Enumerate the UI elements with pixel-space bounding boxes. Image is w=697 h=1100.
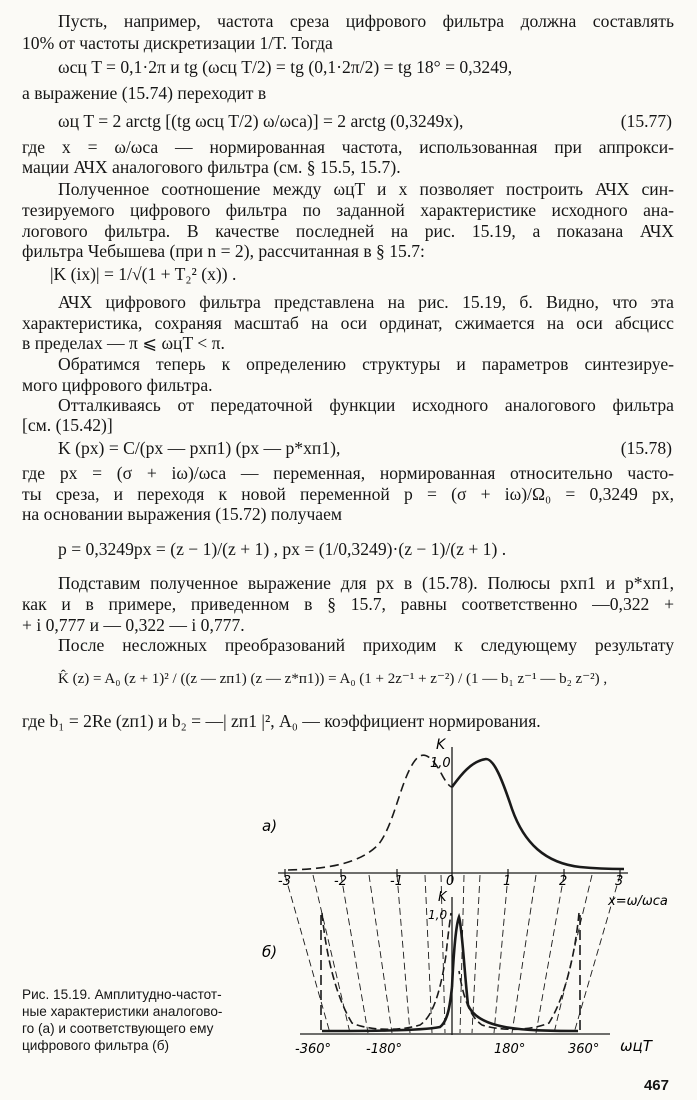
paragraph-line: где x = ω/ωса — нормированная частота, использованная при аппрокси- — [22, 137, 674, 157]
equation-number: (15.78) — [620, 438, 672, 458]
paragraph-line: Пусть, например, частота среза цифрового фильтра должна составлять — [58, 11, 674, 31]
paragraph-line: мации АЧХ аналогового фильтра (см. § 15.5, 15.7). — [22, 157, 401, 177]
paragraph-line: 10% от частоты дискретизации 1/T. Тогда — [22, 33, 333, 53]
paragraph-line: Подставим полученное выражение для px в (15.78). Полюсы pxп1 и p*xп1, — [58, 573, 674, 593]
x-axis-label: x=ω/ωса — [608, 894, 668, 909]
paragraph-line: как и в примере, приведенном в § 15.7, равны соответственно —0,322 + — [22, 594, 674, 614]
paragraph-line: мого цифрового фильтра. — [22, 375, 213, 395]
paragraph-line: Отталкиваясь от передаточной функции исходного аналогового фильтра — [58, 395, 674, 415]
formula-p-substitution: p = 0,3249px = (z − 1)/(z + 1) , px = (1/0,3249)·(z − 1)/(z + 1) . — [58, 539, 507, 559]
analog-afc-dashed — [288, 755, 452, 870]
analog-afc-solid — [452, 759, 624, 869]
paragraph-line: АЧХ цифрового фильтра представлена на рис. 15.19, б. Видно, что эта — [58, 292, 674, 312]
k-tick-top: 1,0 — [430, 756, 451, 771]
label-b: б) — [262, 943, 278, 961]
paragraph-line: в пределах — π ⩽ ωцT < π. — [22, 333, 225, 353]
svg-text:2: 2 — [559, 874, 568, 889]
paragraph-line: а выражение (15.74) переходит в — [22, 83, 267, 103]
paragraph-line: + i 0,777 и — 0,322 — i 0,777. — [22, 615, 245, 635]
phase-tick-labels — [295, 1042, 599, 1057]
svg-text:3: 3 — [615, 874, 624, 889]
k-tick-bottom: 1,0 — [428, 908, 448, 922]
paragraph-line: логового фильтра. В качестве последней на рис. 15.19, а показана АЧХ — [22, 221, 674, 241]
formula-15-77: ωц T = 2 arctg [(tg ωсц T/2) ω/ωса)] = 2 arctg (0,3249x), — [58, 111, 464, 131]
svg-text:-2: -2 — [334, 874, 347, 889]
formula-cutoff: ωсц T = 0,1·2π и tg (ωсц T/2) = tg (0,1·2π/2) = tg 18° = 0,3249, — [58, 57, 513, 77]
digital-afc-dashed-left — [322, 913, 451, 1029]
paragraph-line: [см. (15.42)] — [22, 415, 113, 435]
digital-afc-solid — [452, 917, 578, 1031]
x-tick-labels — [278, 874, 623, 889]
svg-text:-360°: -360° — [295, 1042, 332, 1057]
label-a: а) — [262, 817, 278, 835]
svg-text:-180°: -180° — [366, 1042, 403, 1057]
svg-text:180°: 180° — [494, 1042, 526, 1057]
page-number: 467 — [643, 1077, 669, 1094]
equation-number: (15.77) — [620, 111, 672, 131]
paragraph-line: Обратимся теперь к определению структуры и параметров синтезируе- — [58, 354, 674, 374]
svg-text:360°: 360° — [568, 1042, 600, 1057]
formula-15-78: K (px) = C/(px — pxп1) (px — p*xп1), — [58, 438, 341, 458]
svg-text:-1: -1 — [390, 874, 403, 889]
figure-caption: Рис. 15.19. Амплитудно-частот- ные характеристики аналогово- го (а) и соответствующего ему цифрового фильтра (б) — [22, 987, 223, 1053]
k-label-bottom: K — [438, 890, 447, 905]
paragraph-line: тезируемого цифрового фильтра по заданной характеристике исходного ана- — [22, 200, 674, 220]
paragraph-line: характеристика, сохраняя масштаб на оси ординат, сжимается на оси абсцисс — [22, 313, 674, 333]
paragraph-line: ты среза, и переходя к новой переменной p = (σ + iω)/Ω₀ = 0,3249 px, — [22, 484, 674, 504]
paragraph-line: на основании выражения (15.72) получаем — [22, 504, 343, 524]
phase-axis-label: ωцT — [620, 1037, 652, 1055]
paragraph-line: Полученное соотношение между ωцT и x позволяет построить АЧХ син- — [58, 179, 674, 199]
paragraph-line: фильтра Чебышева (при n = 2), рассчитанная в § 15.7: — [22, 241, 425, 261]
svg-text:0: 0 — [446, 874, 455, 889]
paragraph-line: где b₁ = 2Re (zп1) и b₂ = —| zп1 |², A₀ — коэффициент нормирования. — [22, 711, 541, 731]
svg-text:-3: -3 — [278, 874, 291, 889]
k-label-top: K — [436, 737, 446, 753]
formula-chebyshev: |K (ix)| = 1/√(1 + T₂² (x)) . — [50, 264, 237, 284]
paragraph-line: где px = (σ + iω)/ωса — переменная, нормированная относительно часто- — [22, 463, 674, 483]
formula-transfer-function: K̂ (z) = A₀ (z + 1)² / ((z — zп1) (z — z*п1)) = A₀ (1 + 2z⁻¹ + z⁻²) / (1 — b₁ z⁻¹ — b₂ z⁻²) , — [58, 671, 608, 687]
paragraph-line: После несложных преобразований приходим к следующему результату — [58, 635, 674, 655]
svg-text:1: 1 — [503, 874, 512, 889]
